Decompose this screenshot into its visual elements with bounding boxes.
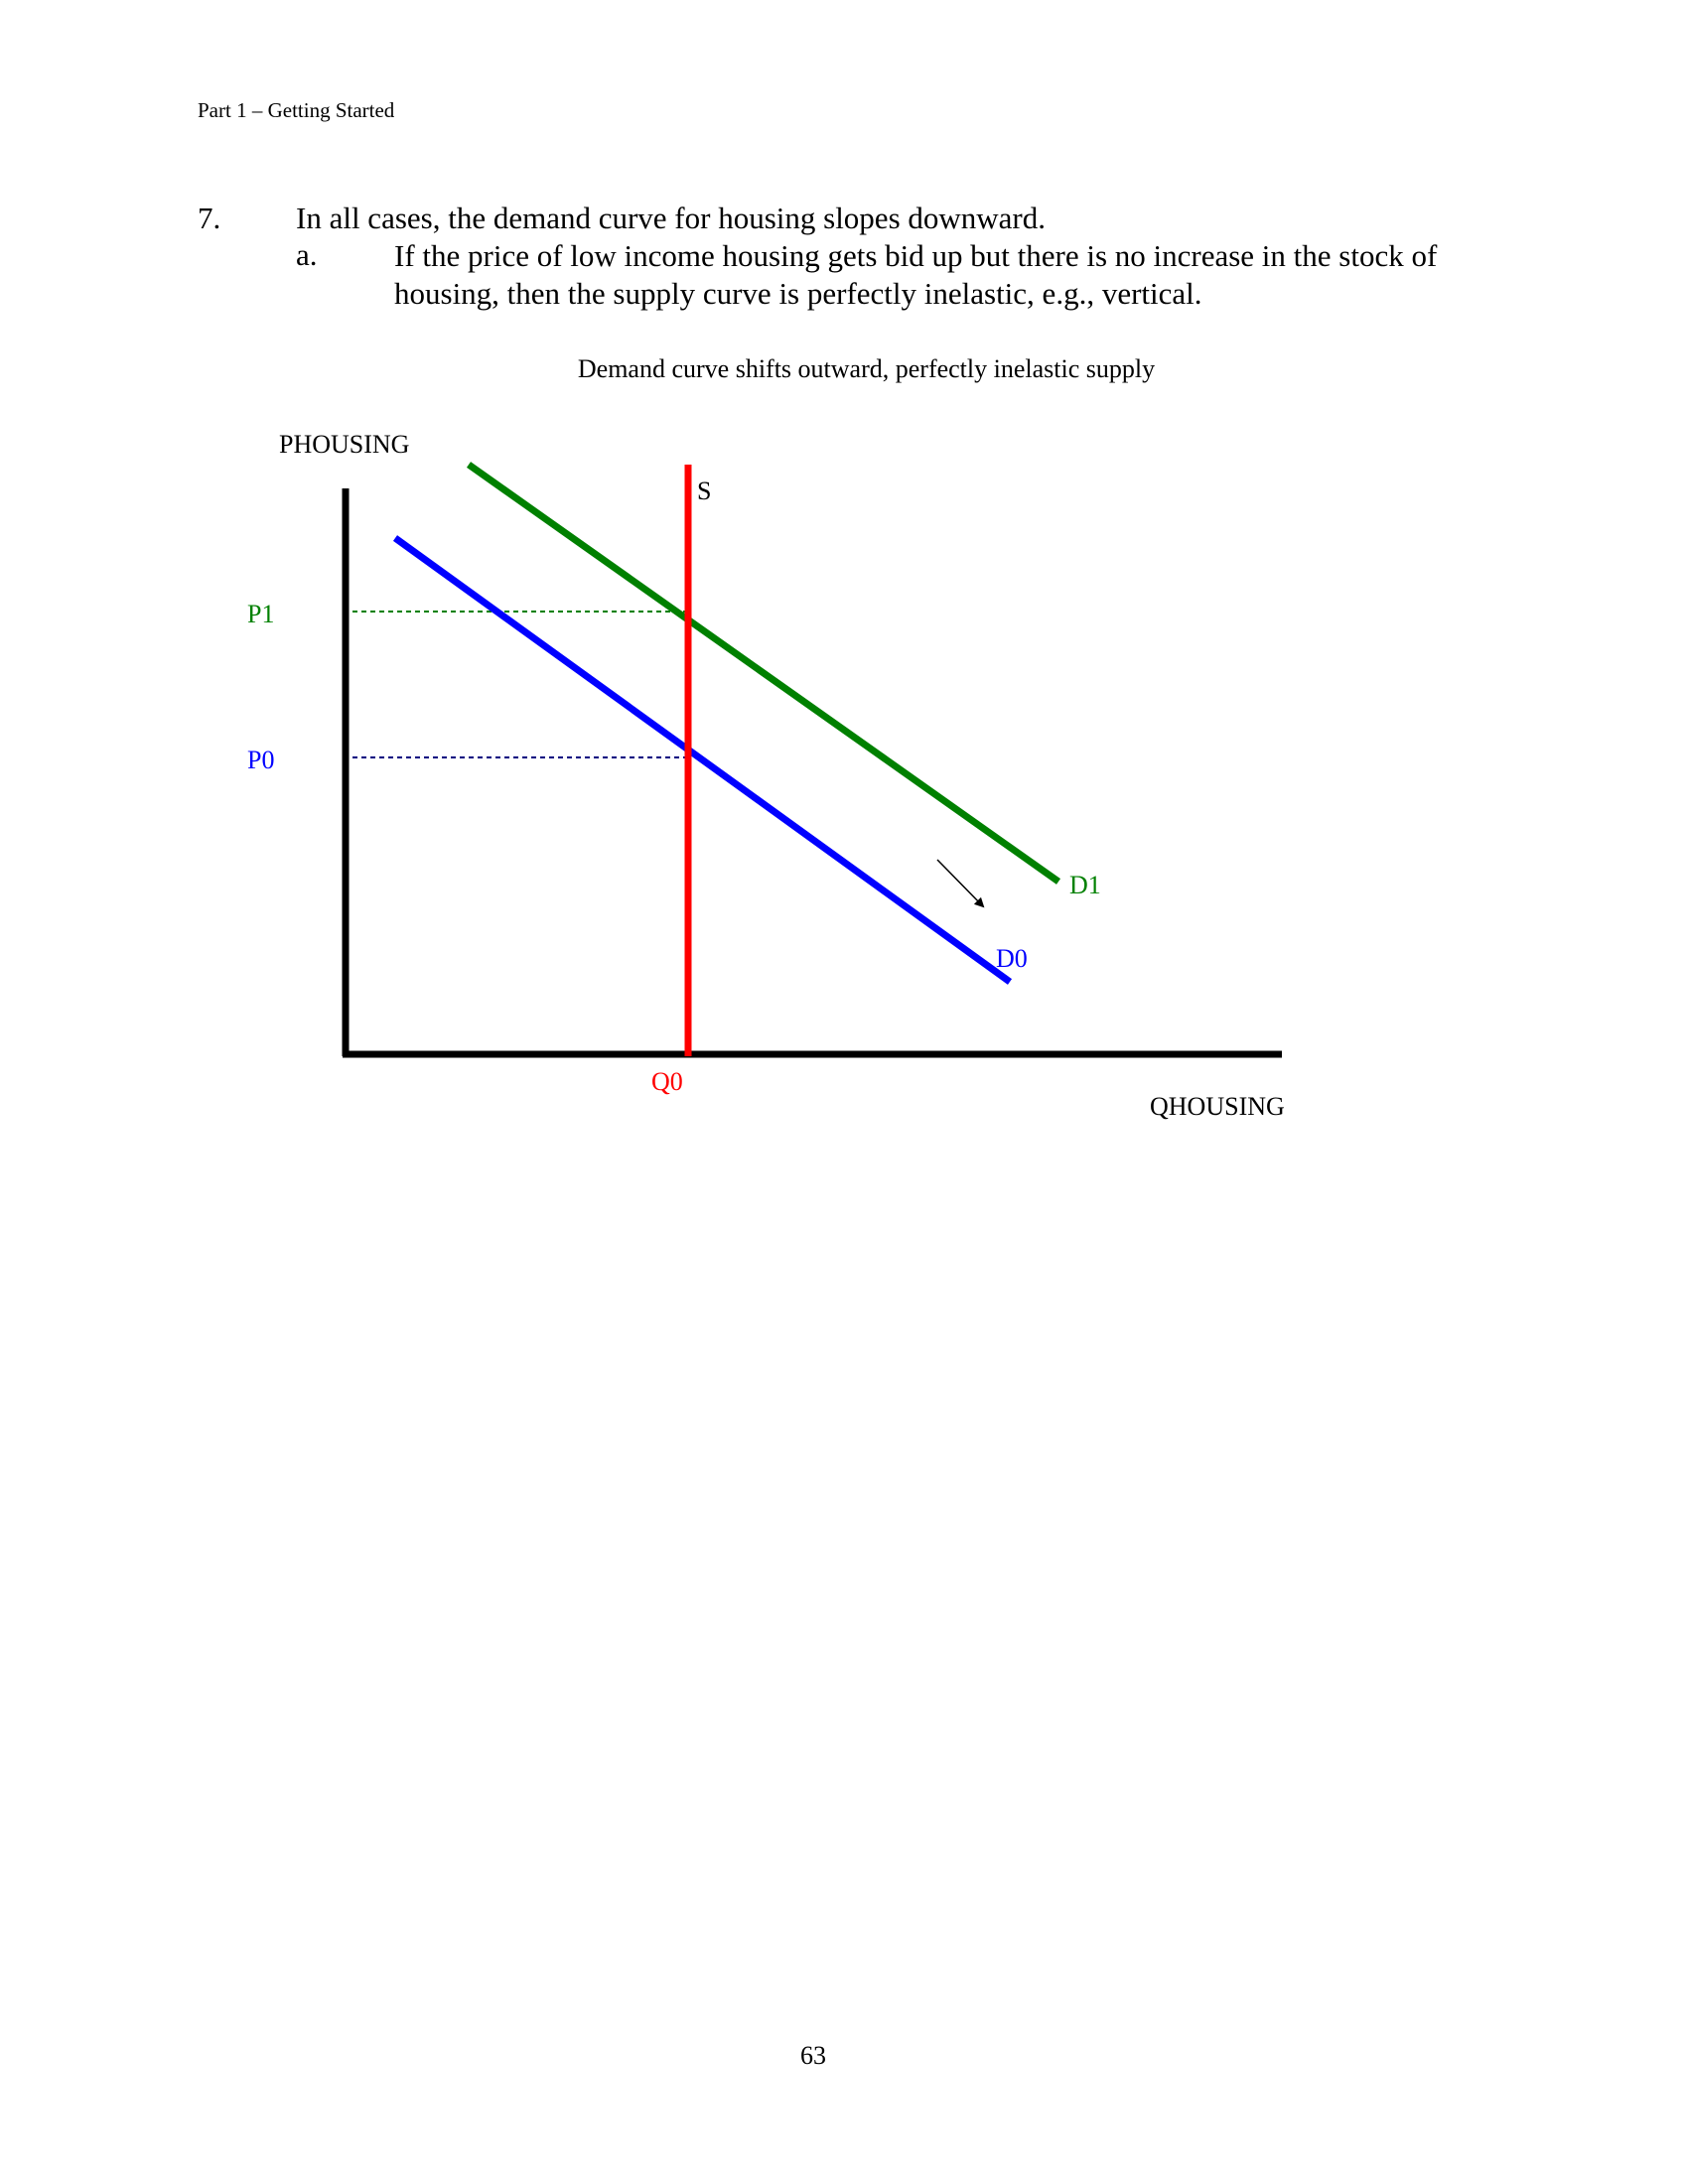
question-text: In all cases, the demand curve for housing slopes downward. — [296, 201, 1046, 235]
demand-shifted-line — [469, 465, 1058, 882]
demand-initial-line — [395, 538, 1010, 982]
figure-caption: Demand curve shifts outward, perfectly inelastic supply — [577, 354, 1156, 383]
y-axis-label: PHOUSING — [279, 430, 410, 459]
x-axis-label: QHOUSING — [1150, 1092, 1285, 1121]
subitem-letter: a. — [296, 237, 318, 272]
subitem-text: If the price of low income housing gets bid up but there is no increase in the stock of housing, then the supply curve is perfectly inelastic, e.g., vertical. — [394, 238, 1438, 311]
supply-label: S — [697, 477, 712, 505]
running-header: Part 1 – Getting Started — [198, 98, 395, 122]
question-number: 7. — [198, 201, 221, 235]
quantity-label: Q0 — [651, 1067, 683, 1096]
price-new-label: P1 — [247, 600, 275, 628]
price-initial-label: P0 — [247, 746, 275, 774]
shift-arrow — [937, 860, 983, 906]
demand-initial-label: D0 — [996, 944, 1028, 973]
demand-shifted-label: D1 — [1069, 871, 1101, 899]
page-number: 63 — [800, 2041, 826, 2070]
